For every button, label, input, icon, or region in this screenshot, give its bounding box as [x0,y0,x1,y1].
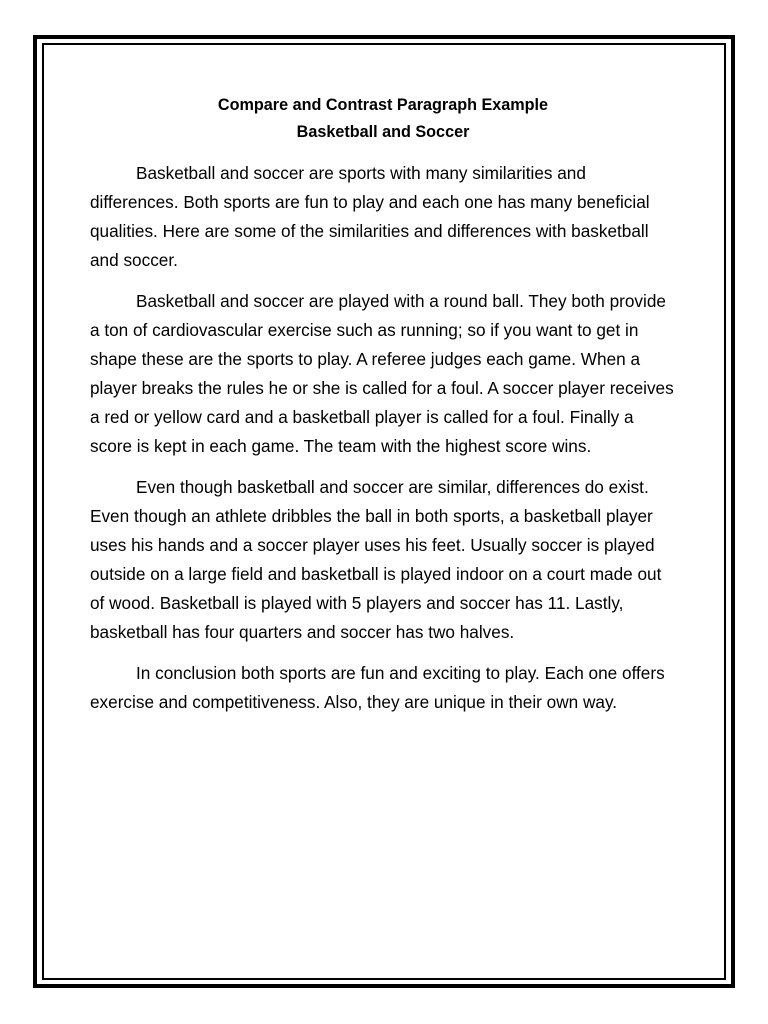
document-title: Compare and Contrast Paragraph Example [217,96,549,114]
paragraph-differences: Even though basketball and soccer are similar, differences do exist. Even though an athlete dribbles the ball in both sports, a basketball player uses his hands and a soccer player uses his feet. Usually soccer is played outside on a large field and basketball is played indoor on a court made out of wood. Basketball is played with 5 players and soccer has 11. Lastly, basketball has four quarters and soccer has two halves. [90,477,662,642]
document-body [90,92,676,729]
paragraph-introduction: Basketball and soccer are sports with many similarities and differences. Both sports are fun to play and each one has many beneficial qualities. Here are some of the similarities and differences with basketball and soccer. [90,163,650,270]
paragraph-similarities: Basketball and soccer are played with a round ball. They both provide a ton of cardiovascular exercise such as running; so if you want to get in shape these are the sports to play. A referee judges each game. When a player breaks the rules he or she is called for a foul. A soccer player receives a red or yellow card and a basketball player is called for a foul. Finally a score is kept in each game. The team with the highest score wins. [90,291,674,456]
paragraph-conclusion: In conclusion both sports are fun and exciting to play. Each one offers exercise and competitiveness. Also, they are unique in their own way. [90,663,665,712]
document-subtitle: Basketball and Soccer [296,123,470,141]
